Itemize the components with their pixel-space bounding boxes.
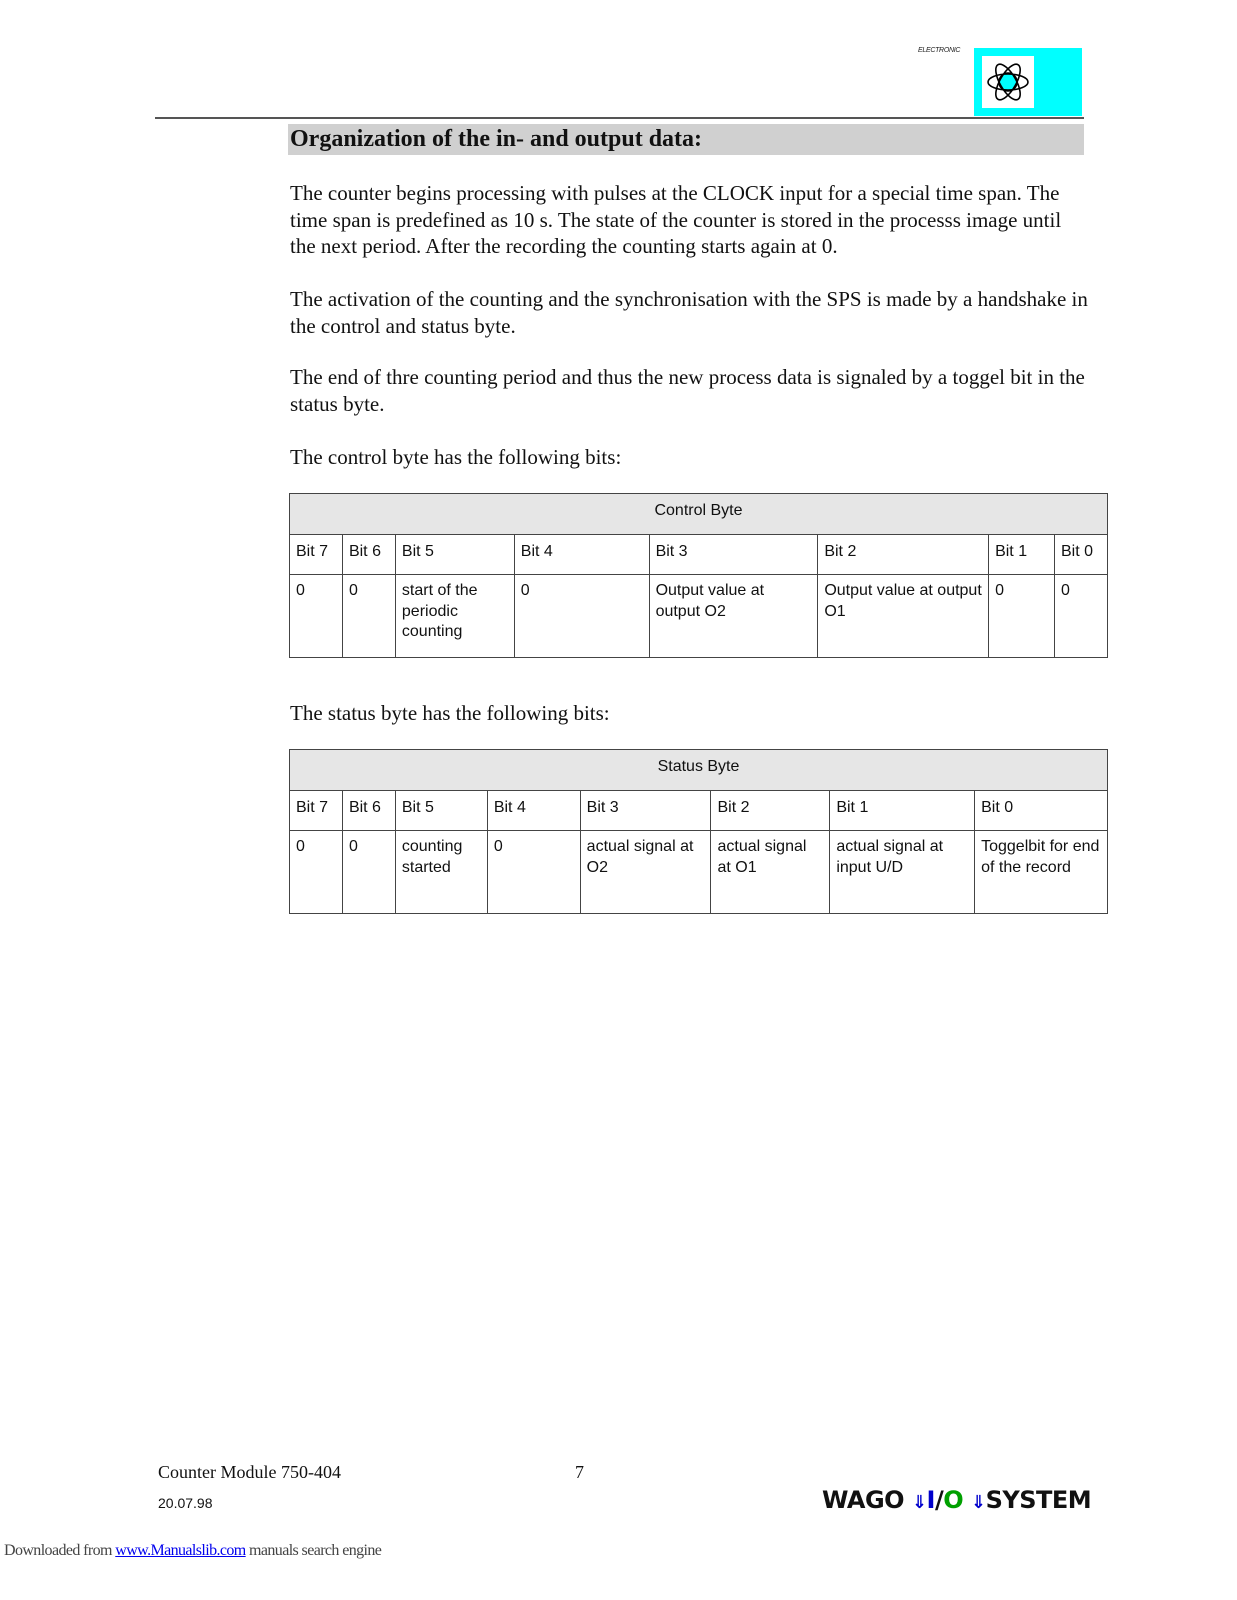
status-header-bit1: Bit 1 [830, 791, 975, 831]
status-header-bit6: Bit 6 [342, 791, 395, 831]
footer-date: 20.07.98 [158, 1495, 213, 1511]
header-rule [155, 117, 1084, 119]
status-value-bit3: actual signal at O2 [580, 831, 711, 914]
status-byte-table [289, 749, 1108, 914]
status-value-bit0: Toggelbit for end of the record [975, 831, 1108, 914]
section-heading: Organization of the in- and output data: [288, 124, 1084, 155]
control-header-bit1: Bit 1 [989, 535, 1055, 575]
paragraph-activation: The activation of the counting and the synchronisation with the SPS is made by a handshake in the control and status byte. [290, 287, 1088, 338]
status-header-bit5: Bit 5 [395, 791, 487, 831]
control-header-bit7: Bit 7 [290, 535, 343, 575]
status-header-bit7: Bit 7 [290, 791, 343, 831]
brand-wago: WAGO [822, 1486, 905, 1514]
logo [974, 48, 1082, 116]
down-arrow-icon: ⇓ [911, 1492, 927, 1513]
control-value-bit7: 0 [290, 575, 343, 658]
status-value-bit5: counting started [395, 831, 487, 914]
download-notice [4, 1542, 381, 1560]
logo-inner [982, 56, 1034, 108]
control-value-bit3: Output value at output O2 [649, 575, 818, 658]
status-table-title: Status Byte [290, 750, 1108, 791]
control-table-title: Control Byte [290, 494, 1108, 535]
control-header-bit2: Bit 2 [818, 535, 989, 575]
manualslib-link[interactable]: www.Manualslib.com [115, 1542, 246, 1559]
control-value-bit2: Output value at output O1 [818, 575, 989, 658]
status-value-bit7: 0 [290, 831, 343, 914]
wago-brand-logo [822, 1486, 1091, 1514]
status-header-bit0: Bit 0 [975, 791, 1108, 831]
status-value-bit6: 0 [342, 831, 395, 914]
logo-label: ELECTRONIC [918, 47, 961, 54]
brand-o: O [943, 1486, 964, 1514]
control-value-bit6: 0 [342, 575, 395, 658]
down-arrow-icon: ⇓ [971, 1492, 986, 1513]
control-header-bit4: Bit 4 [514, 535, 649, 575]
control-value-bit5: start of the periodic counting [395, 575, 514, 658]
control-value-bit1: 0 [989, 575, 1055, 658]
brand-i: I [926, 1486, 935, 1514]
status-value-bit4: 0 [487, 831, 580, 914]
control-header-bit6: Bit 6 [342, 535, 395, 575]
brand-slash: / [934, 1486, 944, 1514]
control-byte-table [289, 493, 1108, 658]
control-header-bit3: Bit 3 [649, 535, 818, 575]
paragraph-counter-process: The counter begins processing with pulses at the CLOCK input for a special time span. The time span is predefined as 10 s. The state of the counter is stored in the processs image until the next period. After the recording the counting starts again at 0. [290, 181, 1062, 258]
status-value-bit1: actual signal at input U/D [830, 831, 975, 914]
control-header-bit0: Bit 0 [1055, 535, 1108, 575]
paragraph-status-intro: The status byte has the following bits: [290, 701, 610, 725]
status-value-bit2: actual signal at O1 [711, 831, 830, 914]
control-value-bit4: 0 [514, 575, 649, 658]
control-value-bit0: 0 [1055, 575, 1108, 658]
paragraph-end-period: The end of thre counting period and thus the new process data is signaled by a toggel bit in the status byte. [290, 365, 1085, 416]
status-header-bit3: Bit 3 [580, 791, 711, 831]
download-suffix: manuals search engine [245, 1542, 382, 1559]
brand-system: SYSTEM [985, 1486, 1092, 1514]
status-header-bit2: Bit 2 [711, 791, 830, 831]
control-header-bit5: Bit 5 [395, 535, 514, 575]
status-header-bit4: Bit 4 [487, 791, 580, 831]
footer-document-title: Counter Module 750-404 [158, 1462, 341, 1482]
paragraph-control-intro: The control byte has the following bits: [290, 445, 622, 469]
download-prefix: Downloaded from [4, 1542, 116, 1559]
page-number: 7 [575, 1462, 584, 1482]
atom-icon [982, 56, 1034, 108]
